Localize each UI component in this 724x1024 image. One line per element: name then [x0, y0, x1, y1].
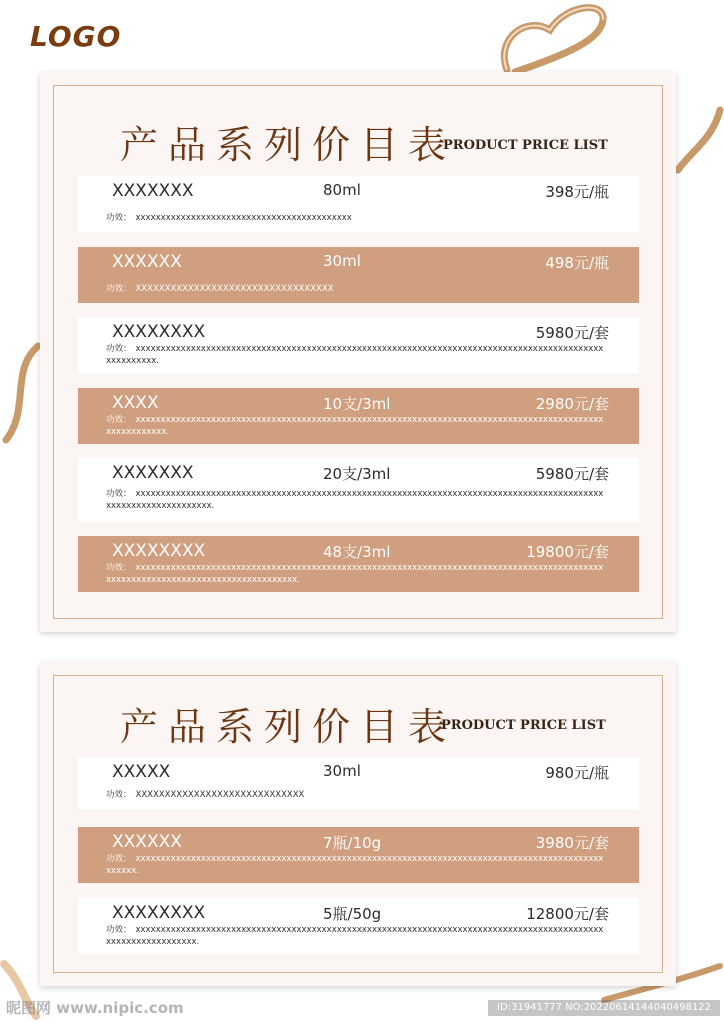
price-row	[78, 898, 639, 954]
product-name: XXXXXX	[112, 832, 182, 852]
product-price: 12800元/套	[526, 905, 609, 923]
product-spec: 5瓶/50g	[323, 905, 382, 923]
product-name: XXXXXX	[112, 252, 182, 272]
effect-label: 功效：	[106, 925, 132, 935]
product-effect	[106, 488, 606, 512]
effect-label: 功效：	[106, 344, 132, 354]
effect-label: 功效：	[106, 284, 132, 294]
product-price: 19800元/套	[526, 543, 609, 561]
product-spec: 20支/3ml	[323, 465, 391, 483]
price-card-2	[40, 662, 676, 986]
product-spec: 7瓶/10g	[323, 834, 382, 852]
product-name: XXXXXXXX	[112, 322, 206, 342]
effect-label: 功效：	[106, 213, 132, 223]
price-card-1	[40, 72, 676, 632]
price-row	[78, 757, 639, 809]
price-row	[78, 317, 639, 373]
ribbon-left-icon	[0, 340, 44, 450]
effect-label: 功效：	[106, 563, 132, 573]
product-effect	[106, 414, 606, 438]
product-name: XXXXXXX	[112, 181, 194, 201]
card-title: 产品系列价目表	[120, 705, 457, 749]
effect-text: xxxxxxxxxxxxxxxxxxxxxxxxxxxxxxxxxxxxxxxxxxxxxxxxxxxxxxxxxxxxxxxxxxxxxxxxxxxxxxxxxxxxxxxxxxxxxxxxxxxxxxx.	[106, 344, 604, 366]
effect-text: xxxxxxxxxxxxxxxxxxxxxxxxxxxxxxxxxxxxxxxxxxxxxxxxxxxxxxxxxxxxxxxxxxxxxxxxxxxxxxxxxxxxxxxxxxxxxxxxxxxxxxxxx.	[106, 415, 604, 437]
product-effect	[106, 283, 606, 295]
product-spec: 10支/3ml	[323, 395, 391, 413]
product-price: 980元/瓶	[545, 764, 609, 782]
product-price: 498元/瓶	[545, 254, 609, 272]
product-price: 3980元/套	[535, 834, 609, 852]
product-name: XXXXXXX	[112, 463, 194, 483]
heart-ribbon-icon	[495, 0, 615, 80]
product-name: XXXXX	[112, 762, 171, 782]
card-title: 产品系列价目表	[120, 123, 457, 167]
product-effect	[106, 343, 606, 367]
product-name: XXXXXXXX	[112, 541, 206, 561]
card-subtitle: PRODUCT PRICE LIST	[443, 138, 608, 153]
product-price: 5980元/套	[535, 465, 609, 483]
product-effect	[106, 562, 606, 586]
effect-label: 功效：	[106, 854, 132, 864]
product-name: XXXX	[112, 393, 159, 413]
effect-label: 功效：	[106, 489, 132, 499]
watermark-site: 昵图网 www.nipic.com	[6, 999, 184, 1017]
effect-text: XXXXXXXXXXXXXXXXXXXXXXXXXXXXXXXXXX	[135, 284, 334, 294]
product-effect	[106, 853, 606, 877]
product-price: 2980元/套	[535, 395, 609, 413]
product-spec: 30ml	[323, 252, 361, 270]
product-price: 5980元/套	[535, 324, 609, 342]
effect-text: xxxxxxxxxxxxxxxxxxxxxxxxxxxxxxxxxxxxxxxxxxxxxxxxxxxxxxxxxxxxxxxxxxxxxxxxxxxxxxxxxxxxxxxxxxxxxxxxxxxxxxxxxxxxxxxxxxxxxxxxxxxxxxxxxxx.	[106, 563, 604, 585]
effect-text: xxxxxxxxxxxxxxxxxxxxxxxxxxxxxxxxxxxxxxxxxxxxxxxxxxxxxxxxxxxxxxxxxxxxxxxxxxxxxxxxxxxxxxxxxxxxxxxxxxxxxxxxxxxxxxxxxx.	[106, 489, 604, 511]
card-subtitle: PRODUCT PRICE LIST	[441, 718, 606, 733]
price-row	[78, 536, 639, 592]
effect-text: xxxxxxxxxxxxxxxxxxxxxxxxxxxxxxxxxxxxxxxxxxxxxxxxxxxxxxxxxxxxxxxxxxxxxxxxxxxxxxxxxxxxxxxxxxxxxxxxxxxxxxxxxxxxxxx.	[106, 925, 604, 947]
effect-text: XXXXXXXXXXXXXXXXXXXXXXXXXXXXX	[135, 790, 305, 800]
product-effect	[106, 924, 606, 948]
product-name: XXXXXXXX	[112, 903, 206, 923]
effect-label: 功效：	[106, 415, 132, 425]
price-row	[78, 247, 639, 303]
price-row	[78, 388, 639, 444]
ribbon-right-icon	[672, 100, 724, 180]
effect-text: xxxxxxxxxxxxxxxxxxxxxxxxxxxxxxxxxxxxxxxxxxxxxxxxxxxxxxxxxxxxxxxxxxxxxxxxxxxxxxxxxxxxxxxxxxxxxxxxxxx.	[106, 854, 604, 876]
effect-text: xxxxxxxxxxxxxxxxxxxxxxxxxxxxxxxxxxxxxxxxxxx	[135, 213, 352, 223]
product-spec: 80ml	[323, 181, 361, 199]
watermark-id: ID:31941777 NO:20220614144040498122	[488, 1000, 720, 1016]
product-spec: 48支/3ml	[323, 543, 391, 561]
product-spec: 30ml	[323, 762, 361, 780]
logo: LOGO	[30, 20, 122, 53]
price-row	[78, 458, 639, 522]
product-price: 398元/瓶	[545, 183, 609, 201]
product-effect	[106, 212, 606, 224]
price-row	[78, 827, 639, 883]
product-effect	[106, 789, 606, 801]
price-row	[78, 176, 639, 232]
effect-label: 功效：	[106, 790, 132, 800]
